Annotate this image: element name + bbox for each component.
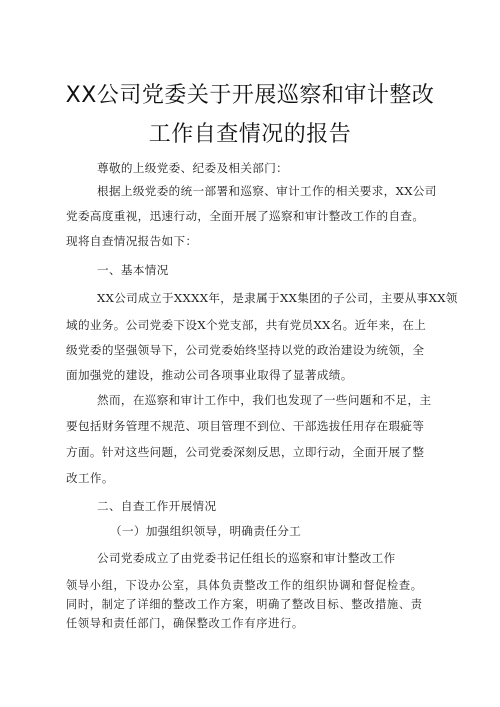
- document-title-line-1: XX公司党委关于开展巡察和审计整改: [65, 83, 435, 108]
- section-2-heading: 二、自查工作开展情况: [97, 499, 217, 513]
- section-1-paragraph-line: 域的业务。公司党委下设X个党支部，共有党员XX名。近年来，在上: [66, 318, 427, 332]
- section-1-paragraph-line: XX公司成立于XXXX年，是隶属于XX集团的子公司，主要从事XX领: [97, 291, 458, 305]
- document-title-line-2: 工作自查情况的报告: [148, 122, 352, 147]
- section-1-paragraph-line: 方面。针对这些问题，公司党委深刻反思，立即行动，全面开展了整: [66, 445, 425, 459]
- section-1-paragraph-line: 改工作。: [66, 471, 114, 485]
- section-1-heading: 一、基本情况: [97, 263, 169, 277]
- section-1-paragraph-line: 面加强党的建设，推动公司各项事业取得了显著成绩。: [66, 368, 353, 382]
- section-2-subheading: （一）加强组织领导，明确责任分工: [110, 524, 302, 538]
- intro-line: 现将自查情况报告如下：: [66, 234, 198, 248]
- section-1-paragraph-line: 级党委的坚强领导下，公司党委始终坚持以党的政治建设为统领，全: [66, 343, 425, 357]
- section-2-paragraph-line: 任领导和责任部门，确保整改工作有序进行。: [66, 617, 304, 630]
- intro-line: 党委高度重视，迅速行动，全面开展了巡察和审计整改工作的自查。: [66, 209, 425, 223]
- section-2-paragraph-line: 领导小组，下设办公室，具体负责整改工作的组织协调和督促检查。: [66, 579, 423, 592]
- section-2-paragraph-line: 同时，制定了详细的整改工作方案，明确了整改目标、整改措施、责: [66, 598, 423, 611]
- section-1-paragraph-line: 要包括财务管理不规范、项目管理不到位、干部选拔任用存在瑕疵等: [66, 419, 425, 433]
- section-2-paragraph-line: 公司党委成立了由党委书记任组长的巡察和审计整改工作: [97, 551, 396, 565]
- intro-line: 根据上级党委的统一部署和巡察、审计工作的相关要求，XX公司: [97, 184, 437, 198]
- section-1-paragraph-line: 然而，在巡察和审计工作中，我们也发现了一些问题和不足，主: [97, 393, 432, 407]
- salutation: 尊敬的上级党委、纪委及相关部门：: [97, 161, 289, 175]
